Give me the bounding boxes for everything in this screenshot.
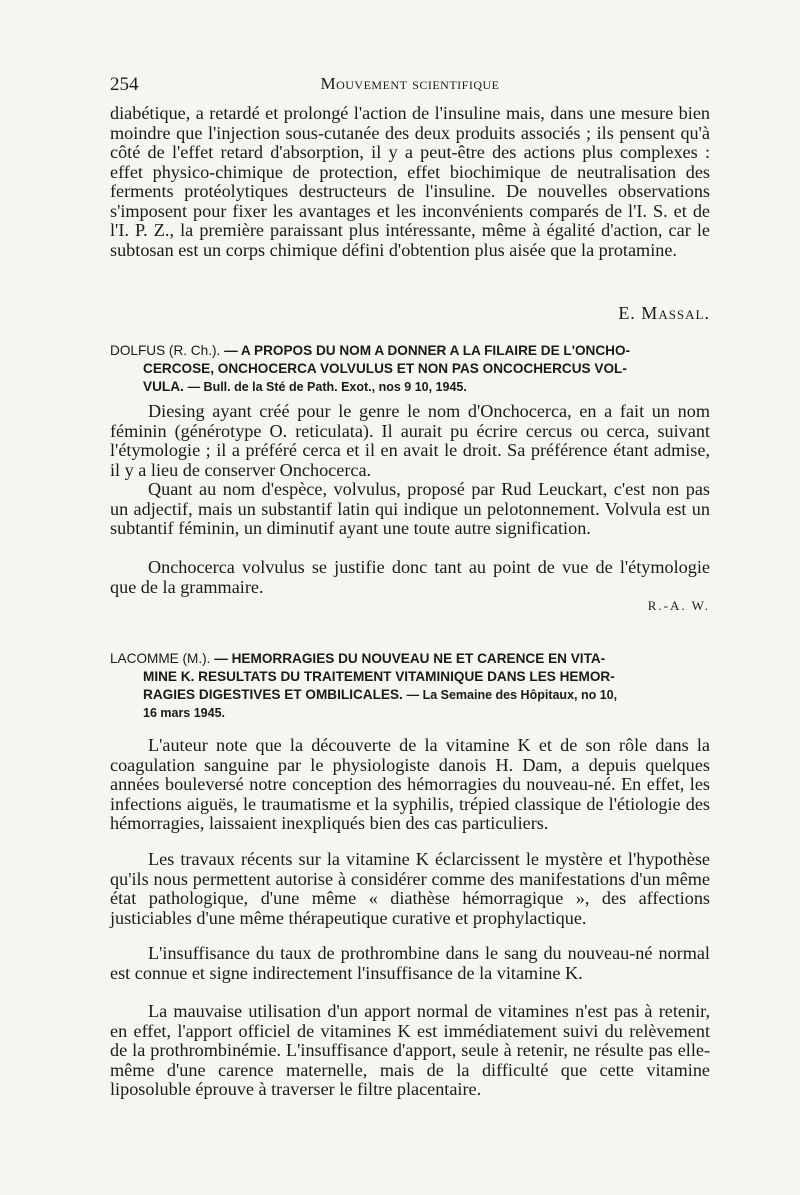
article3-paragraph-4: La mauvaise utilisation d'un apport normal de vitamines n'est pas à retenir, en effet, l'apport officiel de vitamines K est immédiatement suivi du relèvement de la prothrombinémie. L'insuffisance d'apport, seule à retenir, ne résulte pas elle-même d'une carence maternelle, mais de la difficulté que cette vitamine liposoluble éprouve à traverser le filtre placentaire. bbox=[110, 1001, 710, 1099]
article1-signature: E. Massal. bbox=[618, 303, 710, 323]
article1-paragraph-1: diabétique, a retardé et prolongé l'action de l'insuline mais, dans une mesure bien moindre que l'injection sous-cutanée des deux produits associés ; ils pensent qu'à côté de l'effet retard d'absorption, il y a peut-être des actions plus complexes : effet physico-chimique de protection, effet biochimique de neutralisation des ferments protéolytiques destructeurs de l'insuline. De nouvelles observations s'imposent pour fixer les avantages et les inconvénients comparés de l'I. S. et de l'I. P. Z., la première paraissant plus intéressante, même à égalité d'action, car le subtosan est un corps chimique défini d'obtention plus aisée que la protamine. bbox=[110, 103, 710, 260]
article2-title-line1: — A PROPOS DU NOM A DONNER A LA FILAIRE DE L'ONCHO- bbox=[224, 343, 631, 358]
article3-source-date: 16 mars 1945. bbox=[143, 706, 226, 720]
article3-author: LACOMME (M.). bbox=[110, 651, 211, 666]
article3-title-line3: RAGIES DIGESTIVES ET OMBILICALES. bbox=[143, 687, 403, 702]
article2-paragraph-1: Diesing ayant créé pour le genre le nom d'Onchocerca, en a fait un nom féminin (générotype O. reticulata). Il aurait pu écrire cercus ou cerca, suivant l'étymologie ; il a préféré cerca et il en avait le droit. Sa préférence étant admise, il y a lieu de conserver Onchocerca. bbox=[110, 401, 710, 480]
article3-paragraph-2: Les travaux récents sur la vitamine K éclarcissent le mystère et l'hypothèse qu'ils nous permettent autorise à considérer comme des manifestations d'un même état pathologique, d'une même « diathèse hémorragique », des affections justiciables d'une même thérapeutique curative et prophylactique. bbox=[110, 849, 710, 928]
article3-source: — La Semaine des Hôpitaux, no 10, bbox=[406, 688, 618, 702]
article3-title-line1: — HEMORRAGIES DU NOUVEAU NE ET CARENCE EN VITA- bbox=[214, 651, 606, 666]
article3-title-line2: MINE K. RESULTATS DU TRAITEMENT VITAMINIQUE DANS LES HEMOR- bbox=[143, 669, 615, 684]
article3-reference bbox=[110, 650, 710, 722]
article2-source: — Bull. de la Sté de Path. Exot., nos 9 10, 1945. bbox=[187, 380, 467, 394]
article3-paragraph-3: L'insuffisance du taux de prothrombine dans le sang du nouveau-né normal est connue et signe indirectement l'insuffisance de la vitamine K. bbox=[110, 943, 710, 983]
article2-paragraph-2: Quant au nom d'espèce, volvulus, proposé par Rud Leuckart, c'est non pas un adjectif, mais un substantif latin qui indique un pelotonnement. Volvula est un subtantif féminin, un diminutif ayant une toute autre signification. bbox=[110, 479, 710, 538]
article2-reference bbox=[110, 342, 710, 396]
running-title: Mouvement scientifique bbox=[320, 74, 500, 93]
page-header bbox=[110, 74, 710, 100]
article2-author: DOLFUS (R. Ch.). bbox=[110, 343, 221, 358]
page-number: 254 bbox=[110, 74, 139, 95]
article2-title-line3: VULA. bbox=[143, 379, 184, 394]
article2-signature: R.-A. W. bbox=[647, 598, 710, 613]
article3-paragraph-1: L'auteur note que la découverte de la vitamine K et de son rôle dans la coagulation sanguine par le physiologiste danois H. Dam, a depuis quelques années bouleversé notre conception des hémorragies du nouveau-né. En effet, les infections aiguës, le traumatisme et la syphilis, trépied classique de l'étiologie des hémorragies, laissaient inexpliqués bien des cas particuliers. bbox=[110, 735, 710, 833]
article2-paragraph-3: Onchocerca volvulus se justifie donc tant au point de vue de l'étymologie que de la grammaire. bbox=[110, 557, 710, 597]
article2-title-line2: CERCOSE, ONCHOCERCA VOLVULUS ET NON PAS ONCOCHERCUS VOL- bbox=[143, 361, 627, 376]
